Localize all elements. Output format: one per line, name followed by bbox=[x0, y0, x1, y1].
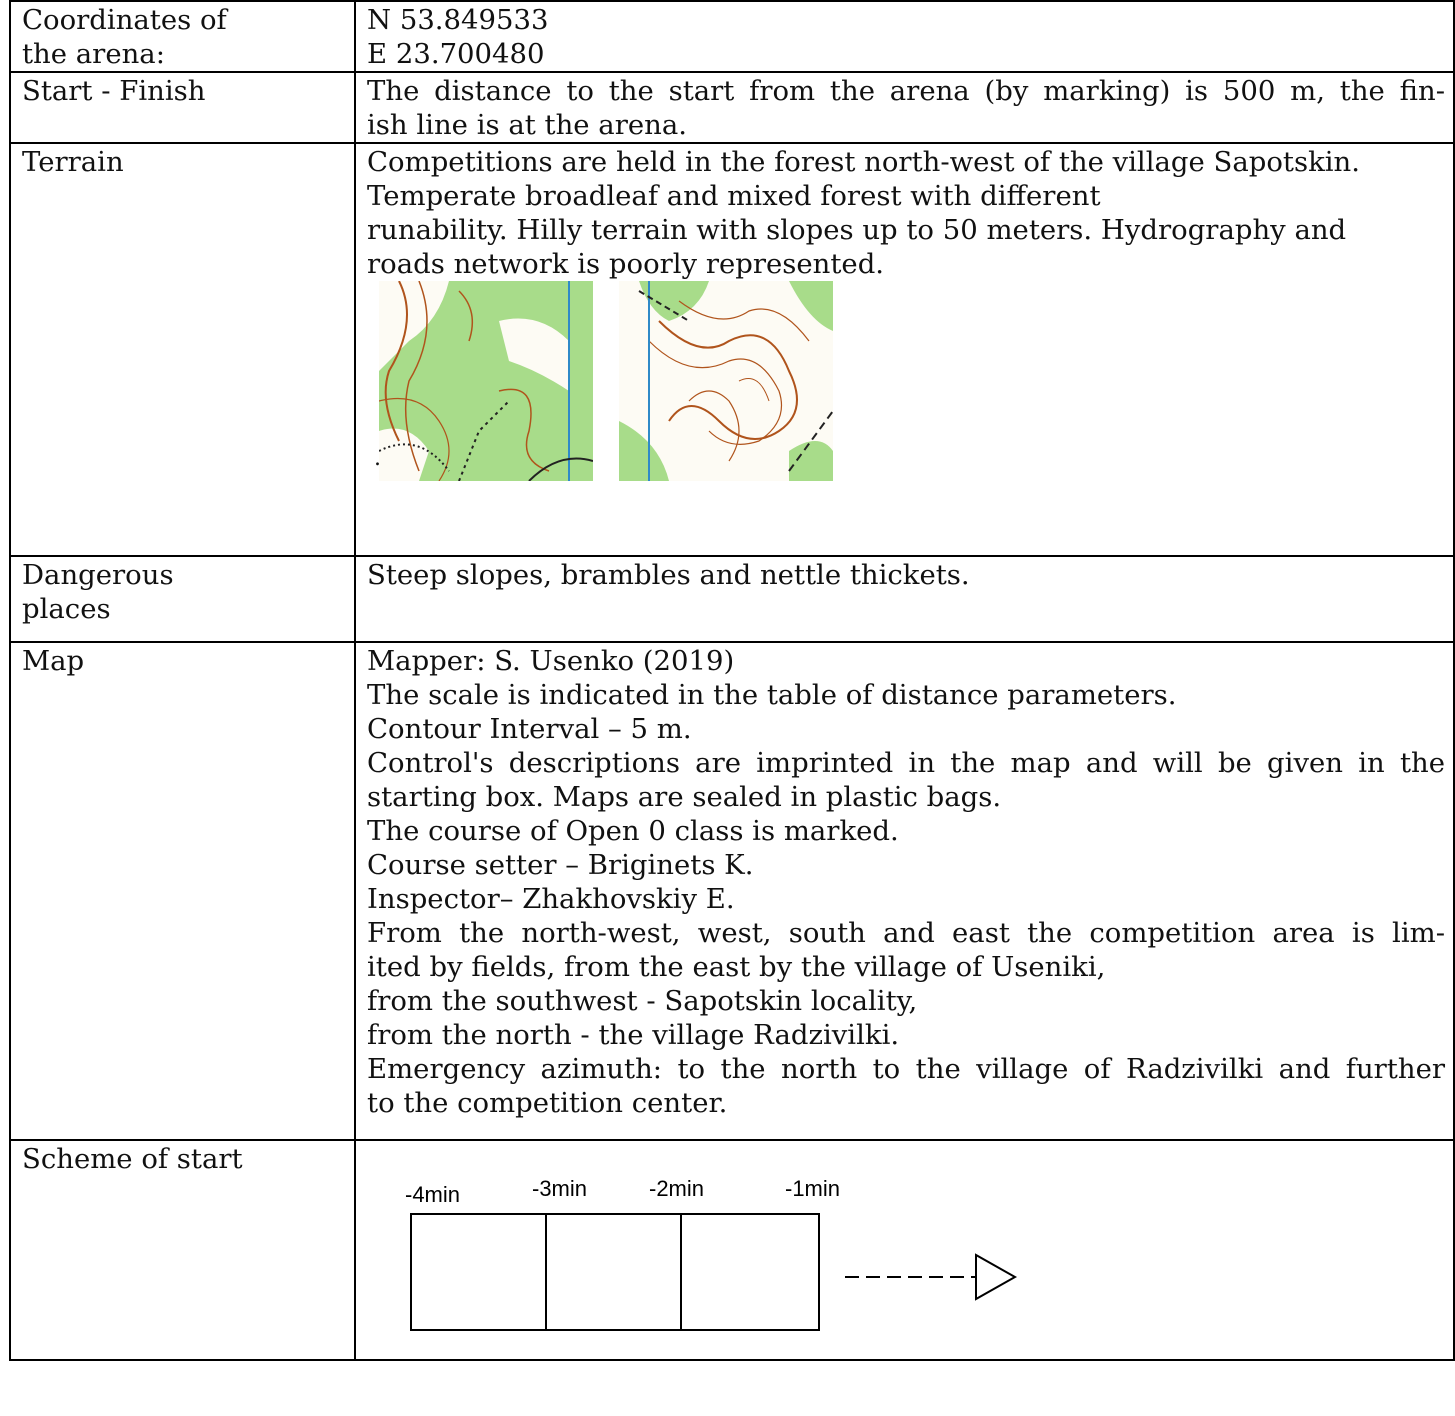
value-cell bbox=[355, 72, 1454, 143]
label-map: Map bbox=[22, 645, 85, 677]
label-scheme-of-start: Scheme of start bbox=[22, 1143, 243, 1175]
label-terrain: Terrain bbox=[22, 146, 124, 178]
row-terrain bbox=[10, 143, 1454, 556]
text-line: Mapper: S. Usenko (2019) bbox=[367, 645, 735, 677]
row-dangerous-places bbox=[10, 556, 1454, 642]
row-map bbox=[10, 642, 1454, 1140]
start-time-label: -3min bbox=[532, 1176, 588, 1201]
coordinate-longitude: E 23.700480 bbox=[367, 38, 545, 70]
label-cell bbox=[10, 642, 355, 1140]
label-coordinates: Coordinates of the arena: bbox=[22, 4, 227, 70]
start-time-label: -1min bbox=[785, 1176, 841, 1201]
row-start-finish bbox=[10, 72, 1454, 143]
start-time-label: -4min bbox=[405, 1182, 461, 1207]
value-cell bbox=[355, 642, 1454, 1140]
label-cell bbox=[10, 143, 355, 556]
text-line: The distance to the start from the arena (by marking) is 500 m, the fin- bbox=[367, 75, 1445, 107]
text-line: The course of Open 0 class is marked. bbox=[367, 815, 899, 847]
text-line: from the north - the village Radzivilki. bbox=[367, 1019, 900, 1051]
text-line: Inspector– Zhakhovskiy E. bbox=[367, 883, 735, 915]
text-line: roads network is poorly represented. bbox=[367, 248, 885, 280]
start-time-label: -2min bbox=[649, 1176, 705, 1201]
text-line: Contour Interval – 5 m. bbox=[367, 713, 692, 745]
text-line: Temperate broadleaf and mixed forest with different bbox=[367, 180, 1101, 212]
label-cell bbox=[10, 1, 355, 72]
value-cell bbox=[355, 1, 1454, 72]
value-cell bbox=[355, 556, 1454, 642]
start-scheme-diagram bbox=[405, 1160, 1045, 1335]
text-line: to the competition center. bbox=[367, 1087, 728, 1119]
coordinate-latitude: N 53.849533 bbox=[367, 4, 549, 36]
text-line: ited by fields, from the east by the village of Useniki, bbox=[367, 951, 1106, 983]
text-line: from the southwest - Sapotskin locality, bbox=[367, 985, 918, 1017]
label-start-finish: Start - Finish bbox=[22, 75, 206, 107]
text-line: From the north-west, west, south and east the competition area is lim- bbox=[367, 917, 1445, 949]
text-line: runability. Hilly terrain with slopes up to 50 meters. Hydrography and bbox=[367, 214, 1347, 246]
text-line: starting box. Maps are sealed in plastic bags. bbox=[367, 781, 1002, 813]
text-line: Steep slopes, brambles and nettle thickets. bbox=[367, 559, 970, 591]
text-line: ish line is at the arena. bbox=[367, 109, 687, 141]
event-info-table bbox=[9, 0, 1455, 1361]
text-line: Emergency azimuth: to the north to the village of Radzivilki and further bbox=[367, 1053, 1445, 1085]
terrain-map-sample-2 bbox=[619, 281, 833, 481]
value-cell bbox=[355, 1140, 1454, 1360]
label-cell bbox=[10, 556, 355, 642]
start-corridor bbox=[411, 1214, 819, 1330]
terrain-map-samples bbox=[374, 281, 1445, 481]
text-line: Course setter – Briginets K. bbox=[367, 849, 754, 881]
terrain-map-sample-1 bbox=[379, 281, 593, 481]
label-cell bbox=[10, 1140, 355, 1360]
value-cell bbox=[355, 143, 1454, 556]
text-line: The scale is indicated in the table of distance parameters. bbox=[367, 679, 1177, 711]
text-line: Competitions are held in the forest north-west of the village Sapotskin. bbox=[367, 146, 1360, 178]
start-triangle-icon bbox=[976, 1255, 1015, 1299]
label-cell bbox=[10, 72, 355, 143]
image-caption: . bbox=[374, 446, 382, 471]
label-dangerous-places: Dangerous places bbox=[22, 559, 174, 625]
text-line: Control's descriptions are imprinted in the map and will be given in the bbox=[367, 747, 1445, 779]
row-scheme-of-start bbox=[10, 1140, 1454, 1360]
row-coordinates bbox=[10, 1, 1454, 72]
